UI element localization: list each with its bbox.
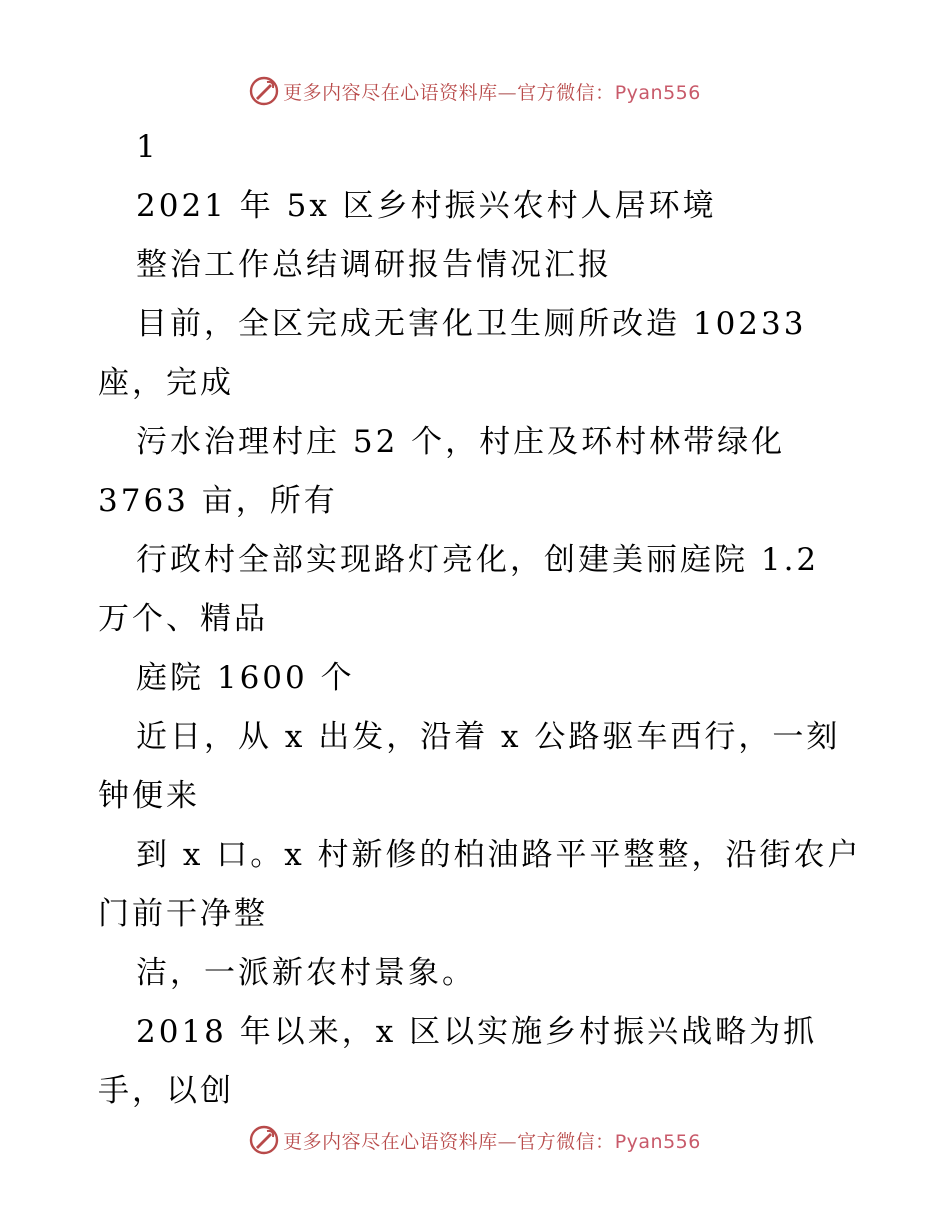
watermark-main-text: 更多内容尽在心语资料库 — [283, 81, 498, 104]
paragraph-line: 目前，全区完成无害化卫生厕所改造 10233 — [136, 306, 807, 342]
paragraph-line: 庭院 1600 个 — [136, 660, 355, 696]
paragraph-line: 污水治理村庄 52 个，村庄及环村林带绿化 — [136, 424, 786, 460]
watermark-separator: — — [497, 81, 518, 104]
watermark-handle: Pyan556 — [614, 81, 701, 104]
paragraph-line: 2018 年以来，x 区以实施乡村振兴战略为抓 — [136, 1014, 818, 1050]
document-title-line-1: 2021 年 5x 区乡村振兴农村人居环境 — [136, 188, 717, 224]
document-title-line-2: 整治工作总结调研报告情况汇报 — [136, 247, 612, 283]
paragraph-line: 洁，一派新农村景象。 — [136, 955, 476, 991]
watermark-wechat-label: 官方微信： — [517, 81, 615, 104]
paragraph-line: 近日，从 x 出发，沿着 x 公路驱车西行，一刻 — [136, 719, 841, 755]
watermark-main-text: 更多内容尽在心语资料库 — [283, 1130, 498, 1153]
paragraph-line: 门前干净整 — [98, 896, 268, 932]
paragraph-line: 万个、精品 — [98, 601, 268, 637]
quill-seal-icon — [249, 1125, 279, 1155]
paragraph-line: 钟便来 — [98, 778, 200, 814]
page-number: 1 — [136, 129, 159, 165]
paragraph-line: 行政村全部实现路灯亮化，创建美丽庭院 1.2 — [136, 542, 820, 578]
quill-seal-icon — [249, 76, 279, 106]
watermark-separator: — — [497, 1130, 518, 1153]
watermark-handle: Pyan556 — [614, 1130, 701, 1153]
paragraph-line: 到 x 口。x 村新修的柏油路平平整整，沿街农户 — [136, 837, 862, 873]
footer-watermark — [0, 1120, 950, 1160]
paragraph-line: 手，以创 — [98, 1073, 234, 1109]
watermark-wechat-label: 官方微信： — [517, 1130, 615, 1153]
paragraph-line: 3763 亩，所有 — [98, 483, 338, 519]
header-watermark — [0, 71, 950, 111]
paragraph-line: 座，完成 — [98, 365, 234, 401]
